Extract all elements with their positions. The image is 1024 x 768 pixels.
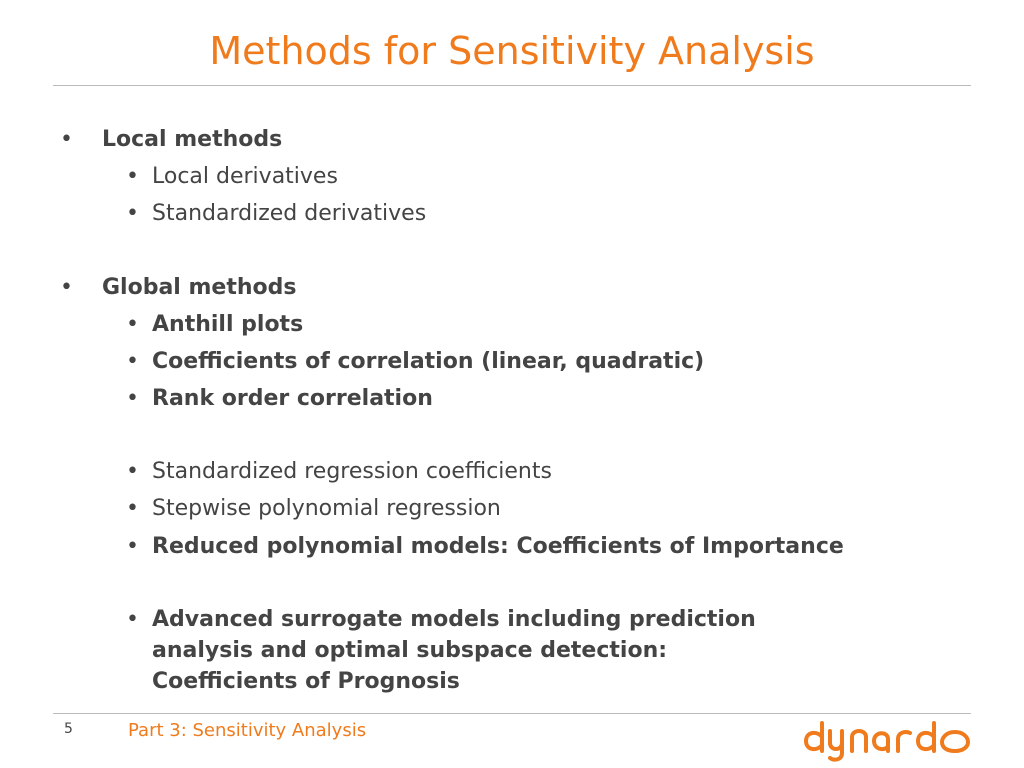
bullet-dot: • [126,201,139,226]
local-methods-heading: Local methods [102,127,283,152]
bullet-local-derivatives [126,161,338,192]
bullet-rank-order-correlation [126,383,433,414]
bullet-dot: • [60,275,73,300]
bullet-anthill-plots [126,309,303,340]
bullet-dot: • [126,607,139,632]
list-item: Local derivatives [152,164,338,189]
bullet-global-methods [60,272,297,303]
list-item: Standardized derivatives [152,201,427,226]
dynardo-logo [800,713,975,763]
bullet-dot: • [60,127,73,152]
slide-title: Methods for Sensitivity Analysis [209,29,815,73]
bullet-dot: • [126,459,139,484]
bullet-stepwise-polynomial [126,493,501,524]
bullet-advanced-surrogate-models [126,604,756,697]
bullet-coefficients-of-correlation [126,346,704,377]
list-item: Rank order correlation [152,386,433,411]
list-item: Reduced polynomial models: Coefficients of Importance [152,534,844,559]
list-item: Advanced surrogate models including prediction analysis and optimal subspace detection: Coefficients of Prognosis [152,607,756,694]
bullet-dot: • [126,534,139,559]
bullet-dot: • [126,349,139,374]
list-item: Anthill plots [152,312,304,337]
bullet-standardized-derivatives [126,198,426,229]
global-methods-heading: Global methods [102,275,297,300]
page-number: 5 [64,721,73,737]
list-item: Coefficients of correlation (linear, quadratic) [152,349,705,374]
bullet-dot: • [126,496,139,521]
bullet-reduced-polynomial-models [126,531,844,562]
bullet-dot: • [126,386,139,411]
bullet-local-methods [60,124,282,155]
list-item: Standardized regression coefficients [152,459,552,484]
bullet-dot: • [126,312,139,337]
bullet-standardized-regression [126,456,552,487]
list-item: Stepwise polynomial regression [152,496,501,521]
bullet-dot: • [126,164,139,189]
title-divider [53,85,971,86]
footer-section-title: Part 3: Sensitivity Analysis [128,720,367,741]
